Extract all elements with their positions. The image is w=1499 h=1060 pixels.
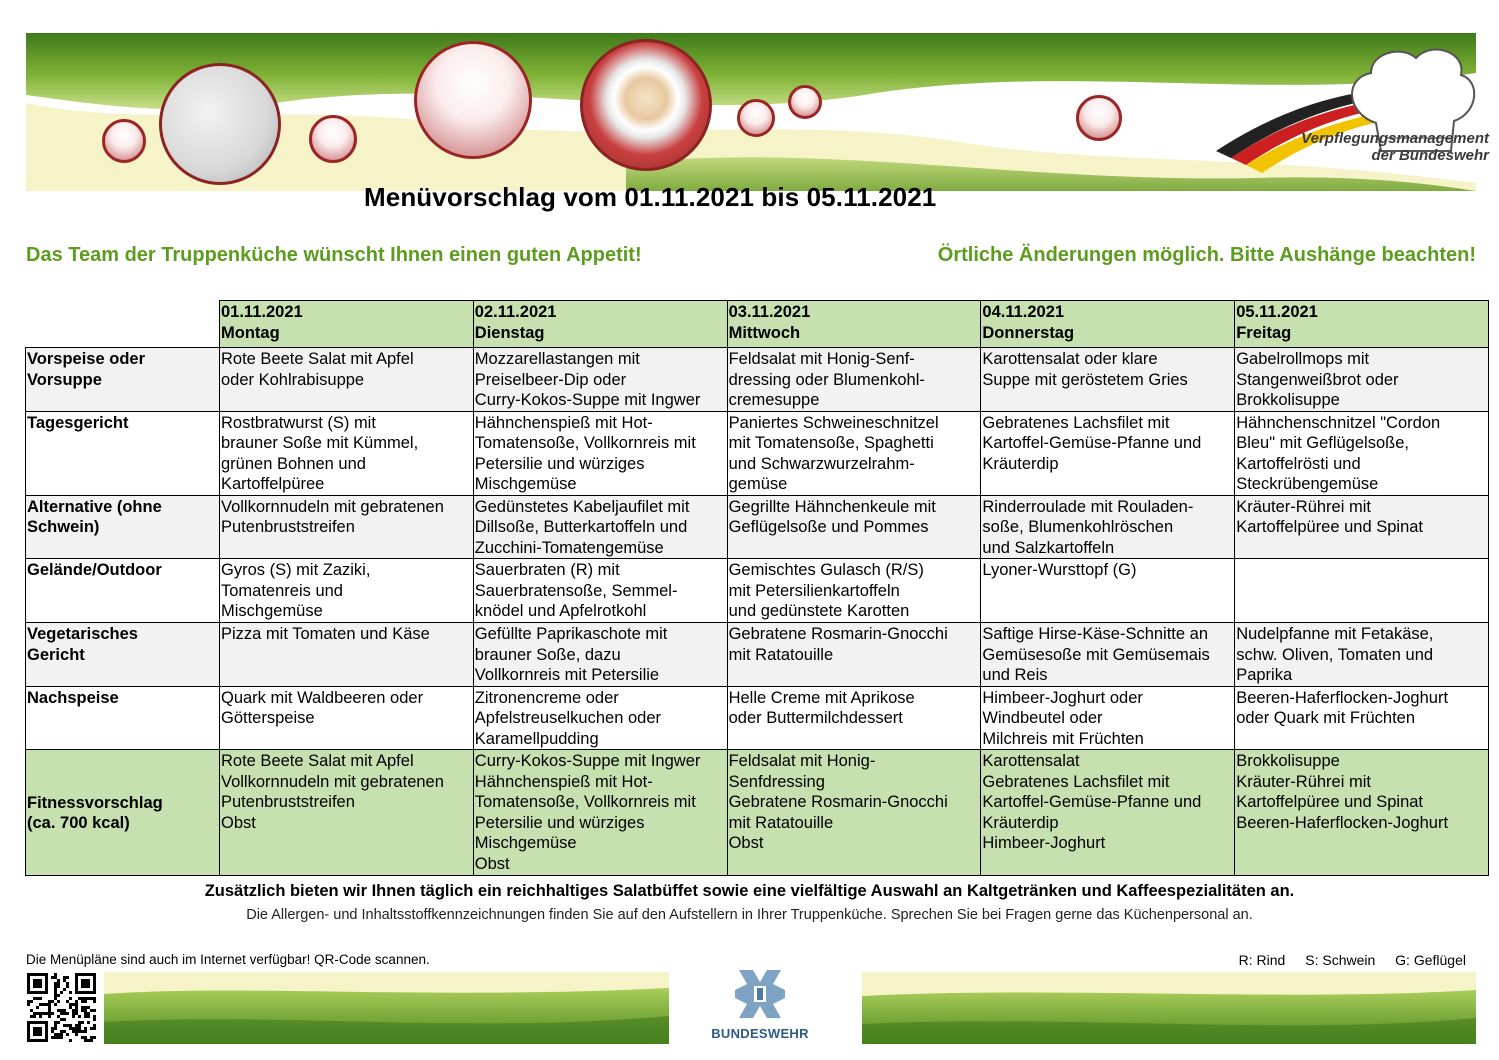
menu-line: Paprika [1236,666,1293,684]
day-date: 02.11.2021 [474,303,557,321]
menu-line: Feldsalat mit Honig- [728,752,876,770]
menu-cell [727,411,981,495]
menu-line: Kräuterdip [982,454,1059,473]
menu-line: grünen Bohnen und [221,454,366,473]
header-banner [26,33,1476,191]
menu-cell [1235,495,1489,559]
menu-line: Götterspeise [221,709,315,727]
menu-cell [220,559,474,623]
day-name: Freitag [1236,324,1292,342]
row-label [26,348,220,412]
menu-cell [473,686,727,750]
row-label-line: Vegetarisches [27,625,138,643]
menu-cell [220,750,474,876]
menu-cell [1235,623,1489,687]
food-photo-circle [159,63,281,185]
menu-cell [1235,559,1489,623]
row-label-line: (ca. 700 kcal) [27,814,130,832]
menu-line: soße, Blumenkohlröschen [982,518,1174,536]
menu-line: Vollkornnudeln mit gebratenen [221,497,444,516]
menu-line: Karamellpudding [474,729,599,748]
menu-cell [727,348,981,412]
menu-cell [727,559,981,623]
day-name: Donnerstag [982,324,1075,342]
menu-line: Mischgemüse [221,602,323,620]
footer-wave-right [862,972,1476,1044]
menu-cell [473,495,727,559]
menu-line: mit Petersilienkartoffeln [728,581,900,600]
menu-cell [220,411,474,495]
menu-line: Apfelstreuselkuchen oder [474,709,661,727]
row-label [26,495,220,559]
row-label-line: Gelände/Outdoor [27,561,162,579]
table-row [26,348,1489,412]
coffee-photo-circle [580,39,712,171]
row-label-line: Alternative (ohne [27,497,162,516]
menu-line: Kartoffel-Gemüse-Pfanne und [982,793,1202,811]
menu-line: Rostbratwurst (S) mit [221,413,376,432]
menu-line: Obst [221,813,256,832]
menu-line: Rinderroulade mit Rouladen- [982,497,1194,516]
menu-line: Petersilie und würziges [474,813,645,832]
row-label-line: Tagesgericht [27,413,129,432]
menu-line: Pizza mit Tomaten und Käse [221,625,430,643]
row-label-line: Vorspeise oder [27,350,145,368]
menu-line: oder Buttermilchdessert [728,709,903,727]
menu-line: Mozzarellastangen mit [474,350,640,368]
menu-line: Gemüsesoße mit Gemüsemais [982,645,1210,664]
menu-line: mit Ratatouille [728,813,834,832]
menu-line: Bleu" mit Geflügelsoße, [1236,434,1409,452]
row-label-line: Schwein) [27,518,100,536]
day-name: Montag [221,324,280,342]
menu-line: Obst [474,854,510,873]
menu-line: Steckrübengemüse [1236,475,1379,493]
decor-circle [414,41,532,159]
menu-line: Sauerbraten (R) mit [474,561,620,579]
menu-line: Kartoffelpüree und Spinat [1236,518,1424,536]
decor-circle [788,85,822,119]
menu-line: und Salzkartoffeln [982,538,1115,557]
menu-line: Quark mit Waldbeeren oder [221,688,424,707]
menu-cell [1235,348,1489,412]
row-label-line: Gericht [27,645,85,664]
menu-line: Beeren-Haferflocken-Joghurt [1236,688,1449,707]
menu-line: cremesuppe [728,391,820,409]
menu-line: brauner Soße mit Kümmel, [221,434,419,452]
menu-cell [981,623,1235,687]
menu-cell [727,623,981,687]
footer-wave-left [104,972,669,1044]
menu-cell [981,686,1235,750]
menu-line: Karottensalat [982,752,1080,770]
menu-line: Windbeutel oder [982,709,1103,727]
menu-line: Hähnchenspieß mit Hot- [474,772,653,791]
menu-line: Rote Beete Salat mit Apfel [221,350,414,368]
day-header-1 [220,301,474,348]
menu-cell [473,750,727,876]
menu-line: Vollkornnudeln mit gebratenen [221,772,444,791]
row-label [26,750,220,876]
menu-line: Beeren-Haferflocken-Joghurt [1236,813,1449,832]
menu-line: Himbeer-Joghurt oder [982,688,1143,707]
menu-line: Obst [728,834,764,852]
menu-line: Gabelrollmops mit [1236,350,1370,368]
menu-line: Kartoffelpüree [221,475,325,493]
meat-legend [1223,952,1466,968]
menu-line: Preiselbeer-Dip oder [474,370,627,389]
menu-cell [220,686,474,750]
menu-line: oder Kohlrabisuppe [221,370,365,389]
menu-line: Gemischtes Gulasch (R/S) [728,561,924,579]
day-date: 03.11.2021 [728,303,811,321]
menu-cell [473,411,727,495]
menu-line: Himbeer-Joghurt [982,834,1106,852]
table-row [26,495,1489,559]
menu-line: Geflügelsoße und Pommes [728,518,929,536]
menu-cell [727,750,981,876]
menu-cell [981,348,1235,412]
menu-cell [220,495,474,559]
menu-line: Tomatensoße, Vollkornreis mit [474,793,696,811]
menu-cell [1235,411,1489,495]
menu-line: und gedünstete Karotten [728,602,910,620]
menu-line: Gebratene Rosmarin-Gnocchi [728,793,948,811]
menu-line: Hähnchenspieß mit Hot- [474,413,653,432]
menu-cell [981,411,1235,495]
menu-line: Nudelpfanne mit Fetakäse, [1236,625,1434,643]
day-name: Mittwoch [728,324,801,342]
table-row [26,623,1489,687]
day-date: 05.11.2021 [1236,303,1318,321]
menu-line: Zitronencreme oder [474,688,619,707]
menu-cell [727,495,981,559]
menu-line: Gyros (S) mit Zaziki, [221,561,371,579]
day-name: Dienstag [474,324,545,342]
menu-line: Stangenweißbrot oder [1236,370,1399,389]
legend-rind: R: Rind [1238,952,1286,968]
qr-note: Die Menüpläne sind auch im Internet verfügbar! QR-Code scannen. [26,952,430,967]
row-label-line: Fitnessvorschlag [27,793,163,812]
logo-line-2: der Bundeswehr [1371,147,1489,164]
menu-line: oder Quark mit Früchten [1236,709,1416,727]
menu-line: schw. Oliven, Tomaten und [1236,645,1434,664]
menu-line: mit Tomatensoße, Spaghetti [728,434,934,452]
menu-cell [473,623,727,687]
menu-line: Saftige Hirse-Käse-Schnitte an [982,625,1209,643]
menu-line: Curry-Kokos-Suppe mit Ingwer [474,391,701,409]
menu-cell [727,686,981,750]
menu-line: Putenbruststreifen [221,793,355,811]
menu-line: Kräuter-Rührei mit [1236,497,1371,516]
menu-cell [473,348,727,412]
menu-line: Gedünstetes Kabeljaufilet mit [474,497,690,516]
menu-cell [220,623,474,687]
menu-line: Gebratenes Lachsfilet mit [982,413,1170,432]
menu-line: Gebratenes Lachsfilet mit [982,772,1170,791]
day-header-5 [1235,301,1489,348]
menu-line: knödel und Apfelrotkohl [474,602,647,620]
menu-line: Feldsalat mit Honig-Senf- [728,350,915,368]
menu-line: mit Ratatouille [728,645,834,664]
menu-line: Sauerbratensoße, Semmel- [474,581,678,600]
menu-line: Tomatenreis und [221,581,343,600]
menu-line: Helle Creme mit Aprikose [728,688,915,707]
menu-line: Petersilie und würziges [474,454,645,473]
menu-line: brauner Soße, dazu [474,645,621,664]
menu-line: Mischgemüse [474,475,577,493]
menu-line: Kräuter-Rührei mit [1236,772,1371,791]
decor-circle [102,119,146,163]
menu-line: Suppe mit geröstetem Gries [982,370,1188,389]
menu-line: Curry-Kokos-Suppe mit Ingwer [474,752,701,770]
menu-line: Rote Beete Salat mit Apfel [221,752,414,770]
table-row [26,686,1489,750]
menu-table [25,300,1489,876]
menu-line: gemüse [728,475,788,493]
menu-line: Karottensalat oder klare [982,350,1158,368]
menu-line: Dillsoße, Butterkartoffeln und [474,518,688,536]
decor-circle [737,99,775,137]
greeting-right: Örtliche Änderungen möglich. Bitte Aushänge beachten! [937,244,1476,266]
page-title: Menüvorschlag vom 01.11.2021 bis 05.11.2021 [364,182,937,212]
row-label [26,623,220,687]
row-label [26,559,220,623]
header-corner [26,301,220,348]
menu-line: Brokkolisuppe [1236,752,1340,770]
row-label-line: Vorsuppe [27,370,102,389]
day-header-3 [727,301,981,348]
menu-cell [981,750,1235,876]
day-date: 04.11.2021 [982,303,1065,321]
menu-line: Vollkornreis mit Petersilie [474,666,660,684]
qr-code-icon[interactable] [27,973,96,1042]
row-label [26,411,220,495]
menu-line: Paniertes Schweineschnitzel [728,413,939,432]
menu-cell [220,348,474,412]
menu-line: Mischgemüse [474,834,577,852]
menu-cell [981,559,1235,623]
menu-line: Kartoffel-Gemüse-Pfanne und [982,434,1202,452]
menu-line: dressing oder Blumenkohl- [728,370,925,389]
menu-line: Senfdressing [728,772,825,791]
menu-line: Gefüllte Paprikaschote mit [474,625,668,643]
allergen-note: Die Allergen- und Inhaltsstoffkennzeichnungen finden Sie auf den Aufstellern in Ihrer Truppenküche. Sprechen Sie bei Fragen gerne das Küchenpersonal an. [246,907,1253,923]
day-header-4 [981,301,1235,348]
logo-line-1: Verpflegungsmanagement [1301,130,1489,147]
menu-line: Lyoner-Wursttopf (G) [982,561,1137,579]
menu-cell [473,559,727,623]
bundeswehr-wordmark: BUNDESWEHR [711,1026,809,1041]
decor-circle [309,115,357,163]
day-date: 01.11.2021 [221,303,303,321]
menu-line: Tomatensoße, Vollkornreis mit [474,434,696,452]
menu-cell [1235,750,1489,876]
menu-line: Brokkolisuppe [1236,391,1340,409]
row-label [26,686,220,750]
menu-line: Gebratene Rosmarin-Gnocchi [728,625,948,643]
menu-line: Kartoffelpüree und Spinat [1236,793,1424,811]
row-label-line: Nachspeise [27,688,119,707]
menu-line: Zucchini-Tomatengemüse [474,538,664,557]
table-row [26,411,1489,495]
legend-schwein: S: Schwein [1305,952,1376,968]
menu-cell [1235,686,1489,750]
day-header-2 [473,301,727,348]
menu-line: Kartoffelrösti und [1236,454,1361,473]
menu-line: Milchreis mit Früchten [982,729,1144,748]
table-row [26,750,1489,876]
greeting-left: Das Team der Truppenküche wünscht Ihnen einen guten Appetit! [26,244,642,266]
menu-line: Hähnchenschnitzel "Cordon [1236,413,1441,432]
menu-cell [981,495,1235,559]
menu-line: Putenbruststreifen [221,518,355,536]
table-header-row [26,301,1489,348]
decor-circle [1076,95,1122,141]
salad-buffet-note: Zusätzlich bieten wir Ihnen täglich ein reichhaltiges Salatbüffet sowie eine vielfältige Auswahl an Kaltgetränken und Kaffeespezialitäten an. [204,882,1295,900]
legend-gefluegel: G: Geflügel [1395,952,1466,968]
menu-line: Gegrillte Hähnchenkeule mit [728,497,936,516]
verpflegung-logo-text [1249,130,1489,164]
menu-line: und Schwarzwurzelrahm- [728,454,915,473]
table-row [26,559,1489,623]
menu-line: Kräuterdip [982,813,1059,832]
bundeswehr-cross-icon [733,968,787,1020]
menu-line: und Reis [982,666,1048,684]
